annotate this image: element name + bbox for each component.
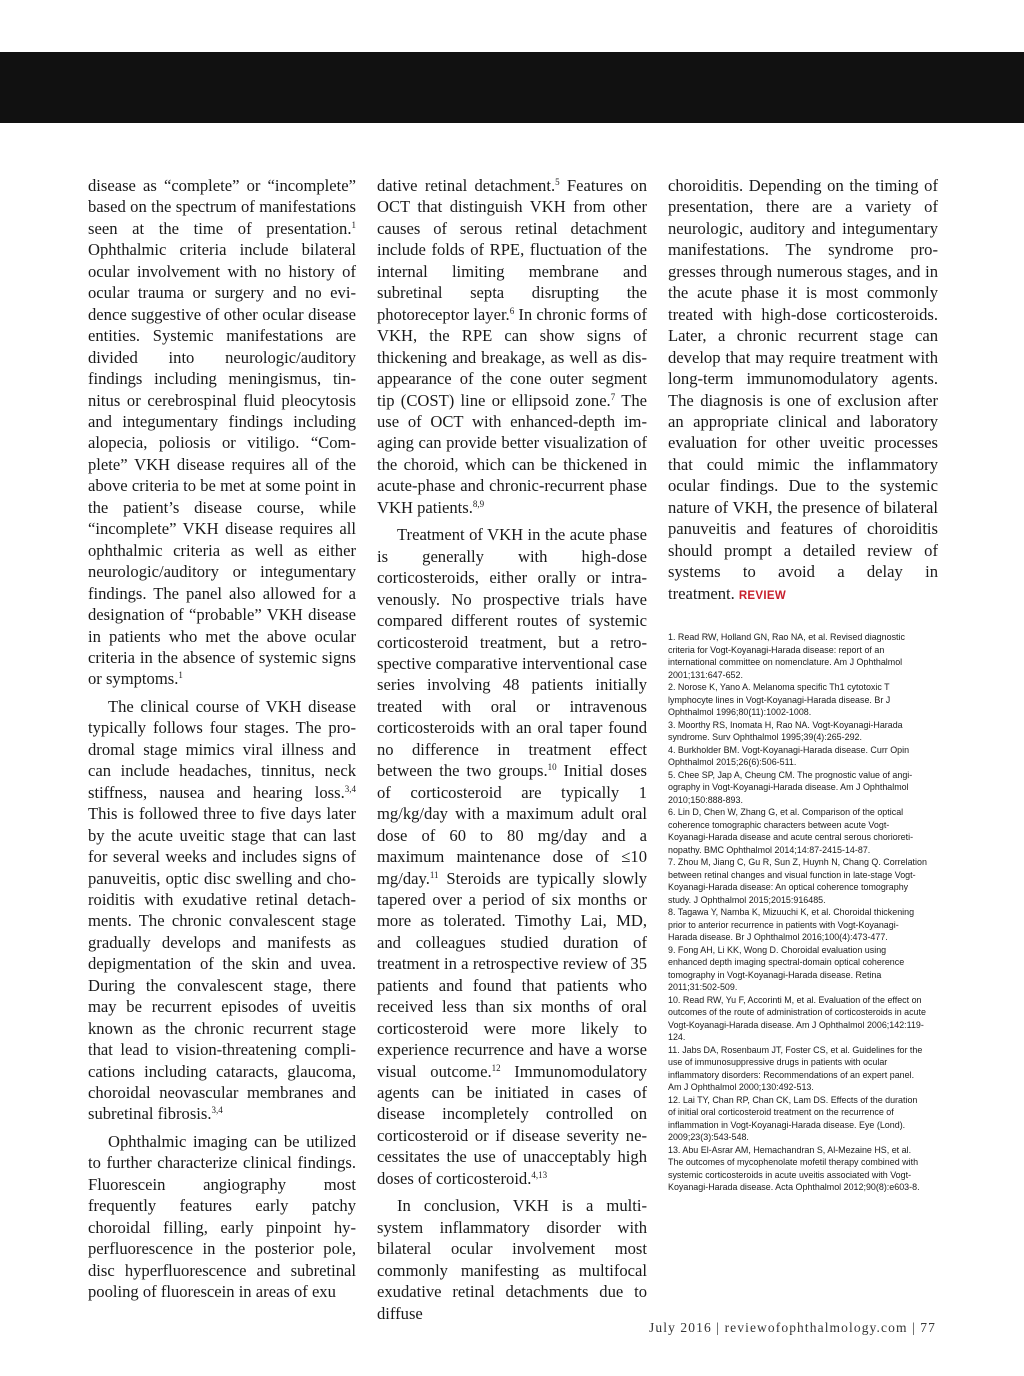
citation: 1 (178, 670, 183, 681)
reference-item: 9. Fong AH, Li KK, Wong D. Choroidal evaluation using enhanced depth imaging spectral-domain optical coherence tomography in Vogt-Koyanagi-Harada disease. Retina 2011;31:502-509. (668, 944, 905, 993)
reference-item: 13. Abu El-Asrar AM, Hemachandran S, Al-Mezaine HS, et al. The outcomes of mycophenolate mofetil therapy combined with systemic corticosteroids in acute uveitis associated with Vogt-Koyanagi-Harada disease. Acta Ophthalmol 2012;90(8):e603-8. (668, 1144, 920, 1193)
citation: 3,4 (211, 1105, 223, 1116)
citation: 8,9 (472, 498, 485, 509)
article-column-1 (88, 175, 356, 1303)
paragraph: The clinical course of VKH disease typically follows four stages. The prodromal stage mimics viral illness and can include headaches, tinnitus, neck stiffness, nausea and hearing loss.$^{3,4}$ This is followed three to five days later by the acute uveitic stage that can last for several weeks and includes signs of panuveitis, optic disc swelling and choroiditis with exudative retinal detachments. The chronic convalescent stage gradually develops and manifests as depigmentation of the skin and uvea. During the convalescent stage, there may be recurrent episodes of uveitis known as the chronic recurrent stage that lead to vision-threatening complications including cataracts, glaucoma, choroidal neovascular membranes and subretinal fibrosis.$^{3,4}$ (88, 696, 356, 1124)
citation: 5 (555, 177, 560, 187)
paragraph: Treatment of VKH in the acute phase is generally with high-dose corticosteroids, either orally or intravenously. No prospective trials have compared different routes of systemic corticosteroid treatment, but a retrospective comparative interventional case series involving 48 patients initially treated with oral or intravenous corticosteroids with an oral taper found no difference in treatment effect between the two groups.$^{10}$ Initial doses of corticosteroid are typically 1 mg/kg/day with a maximum adult oral dose of 60 to 80 mg/day and a maximum maintenance dose of ≤10 mg/day.$^{11}$ Steroids are typically slowly tapered over a period of six months or more as tolerated. Timothy Lai, MD, and colleagues studied duration of treatment in a retrospective review of 35 patients and found that patients who received less than six months of oral corticosteroid were more likely to experience recurrence and have a worse visual outcome.$^{12}$ Immunomodulatory agents can be initiated in cases of disease incompletely controlled on corticosteroid or if disease severity necessitates the use of unacceptably high doses of corticosteroid.$^{4,13}$ (377, 525, 647, 1188)
article-column-2 (377, 175, 647, 1324)
header-band (0, 52, 1024, 123)
article-column-3 (668, 175, 938, 1194)
citation: 4,13 (531, 1169, 548, 1180)
citation: 10 (547, 762, 557, 773)
reference-item: 4. Burkholder BM. Vogt-Koyanagi-Harada disease. Curr Opin Ophthalmol 2015;26(6):506-511. (668, 744, 910, 768)
paragraph: In conclusion, VKH is a multi-system inflammatory disorder with bilateral ocular involvement most commonly manifesting as multifocal exudative retinal detachments due to diffuse (377, 1196, 647, 1323)
reference-item: 3. Moorthy RS, Inomata H, Rao NA. Vogt-Koyanagi-Harada syndrome. Surv Ophthalmol 1995;39(4):265-292. (668, 719, 903, 743)
citation: 12 (491, 1062, 501, 1073)
citation: 1 (351, 219, 356, 230)
reference-item: 6. Lin D, Chen W, Zhang G, et al. Comparison of the optical coherence tomographic characters between acute Vogt-Koyanagi-Harada disease and acute central serous chorioretinopathy. BMC Ophthalmol 2014;14:87-2415-14-87. (668, 807, 914, 855)
review-end-mark: REVIEW (738, 589, 786, 602)
reference-item: 1. Read RW, Holland GN, Rao NA, et al. Revised diagnostic criteria for Vogt-Koyanagi-Harada disease: report of an international committee on nomenclature. Am J Ophthalmol 2001;131:647-652. (668, 632, 905, 680)
reference-item: 2. Norose K, Yano A. Melanoma specific Th1 cytotoxic T lymphocyte lines in Vogt-Koyanagi-Harada disease. Br J Ophthalmol 1996;80(11):1002-1008. (668, 682, 891, 718)
page-footer: July 2016 | reviewofophthalmology.com | 77 (649, 1320, 936, 1335)
citation: 7 (610, 391, 616, 402)
reference-item: 5. Chee SP, Jap A, Cheung CM. The prognostic value of angiography in Vogt-Koyanagi-Harada disease. Am J Ophthalmol 2010;150:888-893. (668, 769, 913, 805)
reference-item: 12. Lai TY, Chan RP, Chan CK, Lam DS. Effects of the duration of initial oral corticosteroid treatment on the recurrence of inflammation in Vogt-Koyanagi-Harada disease. Eye (Lond). 2009;23(3):543-548. (668, 1094, 918, 1143)
paragraph: dative retinal detachment.$^5$ Features on OCT that distinguish VKH from other causes of serous retinal detachment include folds of RPE, fluctuation of the internal limiting membrane and subretinal septa disrupting the photoreceptor layer.$^6$ In chronic forms of VKH, the RPE can show signs of thickening and breakage, as well as disappearance of the cone outer segment tip (COST) line or ellipsoid zone.$^7$ The use of OCT with enhanced-depth imaging can provide better visualization of the choroid, which can be thickened in acute-phase and chronic-recurrent phase VKH patients.$^{8,9}$ (377, 176, 647, 517)
paragraph: disease as “complete” or “incomplete” based on the spectrum of manifestations seen at the time of presentation.$^1$ Ophthalmic criteria include bilateral ocular involvement with no history of ocular trauma or surgery and no evidence suggestive of other ocular disease entities. Systemic manifestations are divided into neurologic/auditory findings including meningismus, tinnitus or cerebrospinal fluid pleocytosis and integumentary findings including alopecia, poliosis or vitiligo. “Complete” VKH disease requires all of the above criteria to be met at some point in the patient’s disease course, while “incomplete” VKH disease requires all ophthalmic criteria as well as either neurologic/auditory or integumentary findings. The panel also allowed for a designation of “probable” VKH disease in patients who met the above ocular criteria in the absence of systemic signs or symptoms.$^1$ (88, 176, 356, 689)
reference-item: 10. Read RW, Yu F, Accorinti M, et al. Evaluation of the effect on outcomes of the route of administration of corticosteroids in acute Vogt-Koyanagi-Harada disease. Am J Ophthalmol 2006;142:119-124. (668, 994, 926, 1043)
paragraph: choroiditis. Depending on the timing of presentation, there are a variety of neurologic, auditory and integumentary manifestations. The syndrome progresses through numerous stages, and in the acute phase it is most commonly treated with high-dose corticosteroids. Later, a chronic recurrent stage can develop that may require treatment with long-term immunomodulatory agents. The diagnosis is one of exclusion after an appropriate clinical and laboratory evaluation for other uveitic processes that could mimic the inflammatory ocular findings. Due to the systemic nature of VKH, the presence of bilateral panuveitis and features of choroiditis should prompt a detailed review of systems to avoid a delay in treatment. REVIEW (668, 176, 938, 603)
reference-item: 11. Jabs DA, Rosenbaum JT, Foster CS, et al. Guidelines for the use of immunosuppressive drugs in patients with ocular inflammatory disorders: Recommendations of an expert panel. Am J Ophthalmol 2000;130:492-513. (668, 1044, 923, 1093)
citation: 6 (509, 305, 515, 316)
citation: 3,4 (344, 783, 356, 794)
paragraph: Ophthalmic imaging can be utilized to further characterize clinical findings. Fluorescein angiography most frequently features early patchy choroidal filling, early pinpoint hyperfluorescence in the posterior pole, disc hyperfluorescence and subretinal pooling of fluorescein in areas of exu (88, 1131, 356, 1302)
reference-item: 8. Tagawa Y, Namba K, Mizuuchi K, et al. Choroidal thickening prior to anterior recurrence in patients with Vogt-Koyanagi-Harada disease. Br J Ophthalmol 2016;100(4):473-477. (668, 907, 915, 943)
citation: 11 (429, 869, 439, 880)
reference-item: 7. Zhou M, Jiang C, Gu R, Sun Z, Huynh N, Chang Q. Correlation between retinal changes and visual function in late-stage Vogt-Koyanagi-Harada disease: An optical coherence tomography study. J Ophthalmol 2015;2015:916485. (668, 857, 927, 905)
reference-list (668, 631, 927, 1194)
